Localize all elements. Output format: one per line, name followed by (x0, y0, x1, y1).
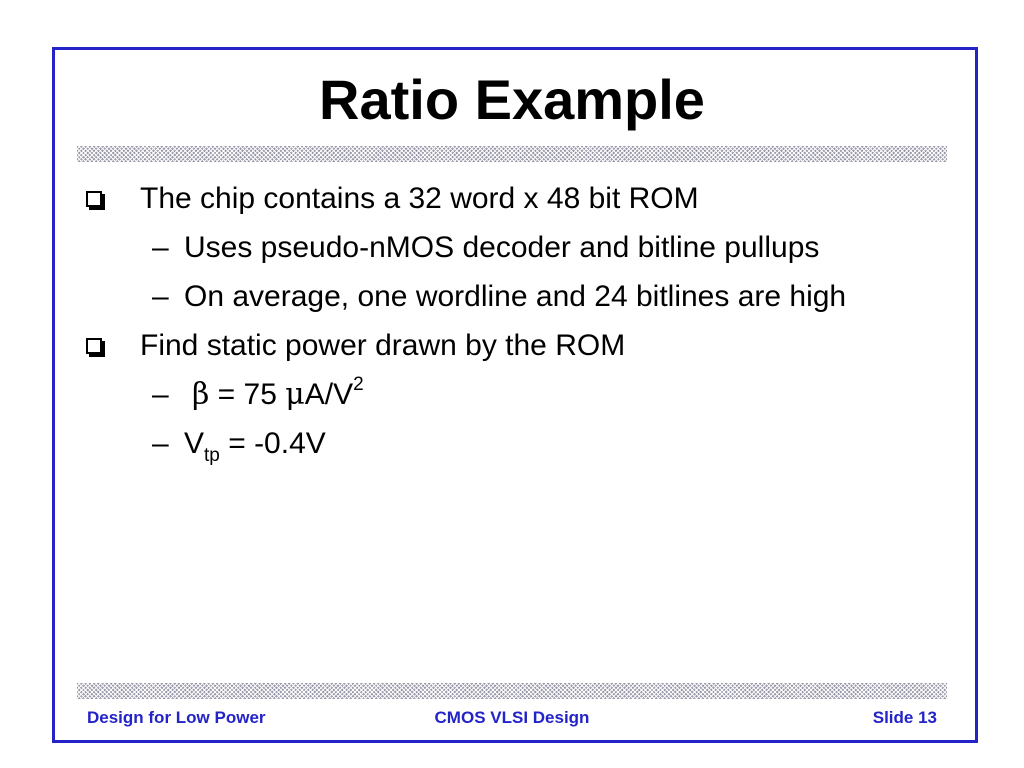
slide-title: Ratio Example (319, 68, 705, 131)
beta-exponent: 2 (353, 374, 364, 395)
bullet-text: Find static power drawn by the ROM (140, 329, 626, 362)
beta-equals: = 75 (209, 378, 286, 411)
footer-course-title: CMOS VLSI Design (434, 708, 590, 727)
top-hatch-divider (77, 146, 947, 162)
bullet-text: The chip contains a 32 word x 48 bit ROM (140, 182, 699, 215)
vtp-subscript: tp (204, 445, 220, 466)
sub-bullet-text: On average, one wordline and 24 bitlines are high (184, 280, 847, 313)
checkbox-bullet-icon (86, 338, 102, 354)
vtp-value: = -0.4V (219, 427, 326, 460)
footer-course-topic: Design for Low Power (87, 708, 266, 727)
vtp-symbol: V (184, 427, 205, 460)
dash-bullet-icon: – (152, 231, 169, 264)
dash-bullet-icon: – (152, 427, 169, 460)
checkbox-bullet-icon (86, 191, 102, 207)
dash-bullet-icon: – (152, 378, 169, 411)
beta-symbol: β (192, 377, 210, 412)
dash-bullet-icon: – (152, 280, 169, 313)
mu-symbol: μ (285, 377, 305, 412)
sub-bullet-text: Uses pseudo-nMOS decoder and bitline pullups (184, 231, 820, 264)
beta-unit: A/V (304, 378, 354, 411)
beta-formula (192, 374, 364, 413)
bottom-hatch-divider (77, 683, 947, 699)
vtp-formula (184, 426, 326, 466)
footer-slide-number: Slide 13 (872, 708, 937, 727)
